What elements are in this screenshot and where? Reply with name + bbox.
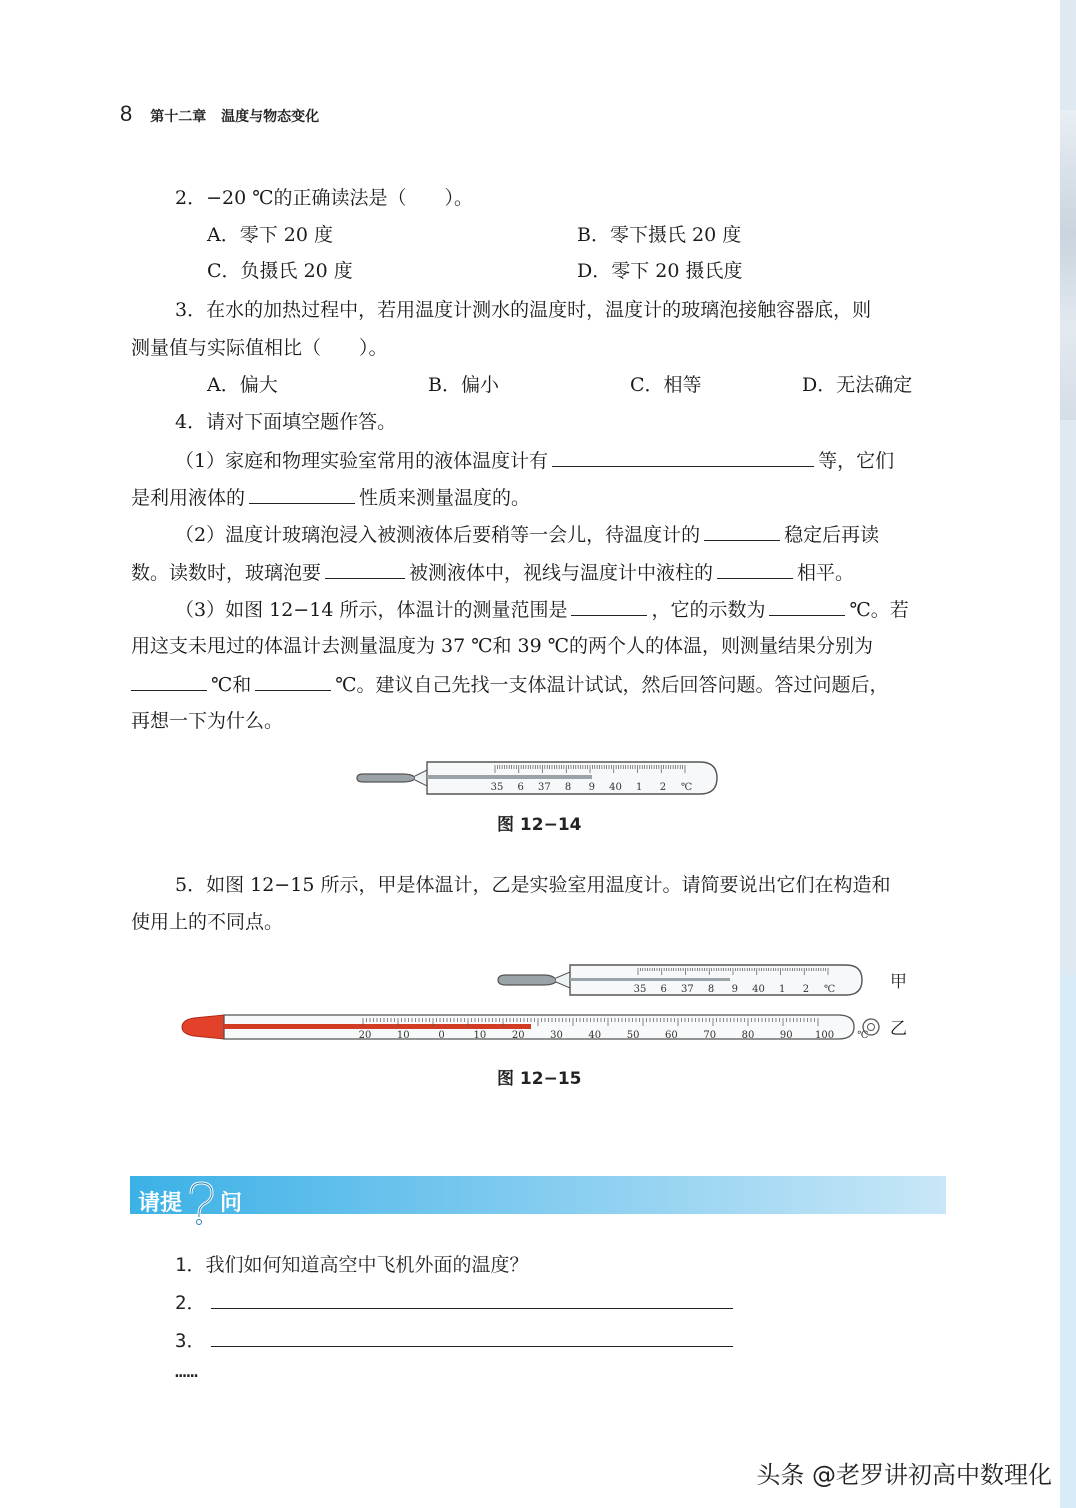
answer-blank[interactable] xyxy=(769,597,845,616)
ask-item-1: 1．我们如何知道高空中飞机外面的温度？ xyxy=(175,1254,529,1276)
q3-option-a: A．偏大 xyxy=(207,374,278,396)
lab-scale-label: 50 xyxy=(626,1030,640,1041)
ask-question-title xyxy=(138,1180,242,1226)
clinical-scale-label: 35 xyxy=(633,984,647,995)
q4-part1-line1 xyxy=(175,448,894,473)
q4-part3-line2: 用这支未甩过的体温计去测量温度为 37 ℃和 39 ℃的两个人的体温，则测量结果分别为 xyxy=(131,635,874,657)
thermometer-neck xyxy=(415,770,427,786)
q4-part3-text-f: ℃。建议自己先找一支体温计试试，然后回答问题。答过问题后， xyxy=(335,674,889,696)
lab-scale-label: 10 xyxy=(473,1030,487,1041)
clinical-bulb xyxy=(498,975,556,985)
q4-part2-text-d: 被测液体中，视线与温度计中液柱的 xyxy=(409,562,714,584)
scale-label: 40 xyxy=(609,782,622,793)
label-jia: 甲 xyxy=(890,972,907,992)
q4-part2-line1 xyxy=(175,522,879,547)
clinical-scale-label: 6 xyxy=(660,984,667,995)
lab-scale-label: 10 xyxy=(396,1030,410,1041)
lab-scale-label: 70 xyxy=(703,1030,717,1041)
ask-item-3-number: 3． xyxy=(175,1330,206,1352)
q4-part1-text-d: 性质来测量温度的。 xyxy=(359,487,531,509)
clinical-scale-label: ℃ xyxy=(824,984,836,995)
lab-scale-label: 20 xyxy=(358,1030,372,1041)
q4-part3-line1 xyxy=(175,597,909,622)
ask-question-banner xyxy=(130,1176,946,1214)
clinical-scale-label: 1 xyxy=(779,984,786,995)
q4-part2-line2 xyxy=(131,560,854,585)
scale-labels xyxy=(491,782,693,793)
thermometers-figure-15 xyxy=(178,960,918,1060)
q4-part1-text-b: 等，它们 xyxy=(818,450,895,472)
page-edge-image xyxy=(1060,110,1076,420)
answer-blank[interactable] xyxy=(325,560,405,579)
answer-blank[interactable] xyxy=(249,485,355,504)
q4-part3-text-c: ℃。若 xyxy=(849,599,909,621)
ask-title-left: 请提 xyxy=(138,1191,183,1216)
scale-label: 35 xyxy=(490,782,504,793)
scale-label: 2 xyxy=(659,782,667,793)
scale-label: 9 xyxy=(588,782,595,793)
scale-label: 8 xyxy=(564,782,572,793)
q4-part3-text-e: ℃和 xyxy=(211,674,252,696)
lab-scale-label: 20 xyxy=(511,1030,525,1041)
lab-liquid-column xyxy=(224,1024,531,1029)
q4-part3-line3 xyxy=(131,672,889,697)
q4-part2-text-e: 相平。 xyxy=(797,562,855,584)
lab-scale-label: 40 xyxy=(588,1030,602,1041)
q5-stem-1: 5．如图 12−15 所示，甲是体温计，乙是实验室用温度计。请简要说出它们在构造和 xyxy=(175,874,891,896)
lab-scale-label: 0 xyxy=(438,1030,445,1041)
clinical-scale-labels xyxy=(634,984,836,995)
clinical-scale-label: 9 xyxy=(731,984,738,995)
answer-blank[interactable] xyxy=(255,672,331,691)
ask-item-2-blank[interactable] xyxy=(211,1292,733,1309)
clinical-neck xyxy=(556,972,570,988)
q3-option-c: C．相等 xyxy=(630,374,702,396)
answer-blank[interactable] xyxy=(131,672,207,691)
lab-scale-label: 30 xyxy=(550,1030,563,1041)
q3-option-d: D．无法确定 xyxy=(802,374,913,396)
q2-option-d: D．零下 20 摄氏度 xyxy=(577,260,743,282)
q4-part3-text-b: ，它的示数为 xyxy=(651,599,766,621)
clinical-scale-label: 37 xyxy=(681,984,694,995)
answer-blank[interactable] xyxy=(552,448,814,467)
ask-item-2-number: 2． xyxy=(175,1292,206,1314)
q5-stem-2: 使用上的不同点。 xyxy=(131,911,284,933)
thermometer-bulb xyxy=(357,774,415,782)
ask-title-right: 问 xyxy=(220,1191,243,1216)
clinical-scale-label: 40 xyxy=(752,984,765,995)
lab-top-ring-inner xyxy=(868,1024,875,1031)
watermark: 头条 @老罗讲初高中数理化 xyxy=(756,1461,1052,1489)
lab-bulb xyxy=(182,1015,224,1039)
label-yi: 乙 xyxy=(890,1019,907,1039)
q4-part2-text-b: 稳定后再读 xyxy=(784,524,880,546)
q2-option-b: B．零下摄氏 20 度 xyxy=(577,224,742,246)
figure-15-caption: 图 12−15 xyxy=(497,1069,582,1089)
page-edge-blue xyxy=(1060,975,1076,1508)
scale-label: ℃ xyxy=(681,782,693,793)
lab-scale-label: 90 xyxy=(779,1030,793,1041)
lab-scale-label: 80 xyxy=(741,1030,755,1041)
lab-scale-label: 60 xyxy=(665,1030,678,1041)
clinical-scale-label: 2 xyxy=(802,984,810,995)
q3-option-b: B．偏小 xyxy=(428,374,499,396)
page-number: 8 xyxy=(120,101,133,126)
q2-stem: 2．−20 ℃的正确读法是（ ）。 xyxy=(175,187,473,209)
scale-label: 1 xyxy=(636,782,643,793)
q4-part3-text-a: （3）如图 12−14 所示，体温计的测量范围是 xyxy=(175,599,568,621)
clinical-mercury-column xyxy=(570,978,730,981)
q4-part1-line2 xyxy=(131,485,530,510)
question-mark-icon xyxy=(184,1180,218,1226)
ask-item-2 xyxy=(175,1288,733,1315)
answer-blank[interactable] xyxy=(704,522,780,541)
clinical-thermometer-figure-14 xyxy=(355,752,725,804)
q4-part1-text-a: （1）家庭和物理实验室常用的液体温度计有 xyxy=(175,450,549,472)
lab-scale-label: 100 xyxy=(815,1030,835,1041)
ask-ellipsis: …… xyxy=(175,1360,198,1382)
answer-blank[interactable] xyxy=(571,597,647,616)
q2-option-c: C．负摄氏 20 度 xyxy=(207,260,353,282)
q3-stem-1: 3．在水的加热过程中，若用温度计测水的温度时，温度计的玻璃泡接触容器底，则 xyxy=(175,299,872,321)
q4-part3-line4: 再想一下为什么。 xyxy=(131,710,284,732)
scale-label: 6 xyxy=(517,782,524,793)
ask-item-3 xyxy=(175,1326,733,1353)
q2-option-a: A．零下 20 度 xyxy=(207,224,333,246)
answer-blank[interactable] xyxy=(717,560,793,579)
q4-part2-text-c: 数。读数时，玻璃泡要 xyxy=(131,562,322,584)
q4-part2-text-a: （2）温度计玻璃泡浸入被测液体后要稍等一会儿，待温度计的 xyxy=(175,524,701,546)
lab-scale-label: ℃ xyxy=(857,1030,869,1041)
q3-stem-2: 测量值与实际值相比（ ）。 xyxy=(131,337,388,359)
scale-label: 37 xyxy=(538,782,551,793)
q4-stem: 4．请对下面填空题作答。 xyxy=(175,411,397,433)
page-header xyxy=(120,101,319,131)
mercury-column xyxy=(427,775,592,779)
chapter-title: 第十二章 温度与物态变化 xyxy=(150,109,320,125)
ask-item-3-blank[interactable] xyxy=(211,1330,733,1347)
q4-part1-text-c: 是利用液体的 xyxy=(131,487,246,509)
clinical-scale-label: 8 xyxy=(707,984,715,995)
figure-14-caption: 图 12−14 xyxy=(497,815,582,835)
